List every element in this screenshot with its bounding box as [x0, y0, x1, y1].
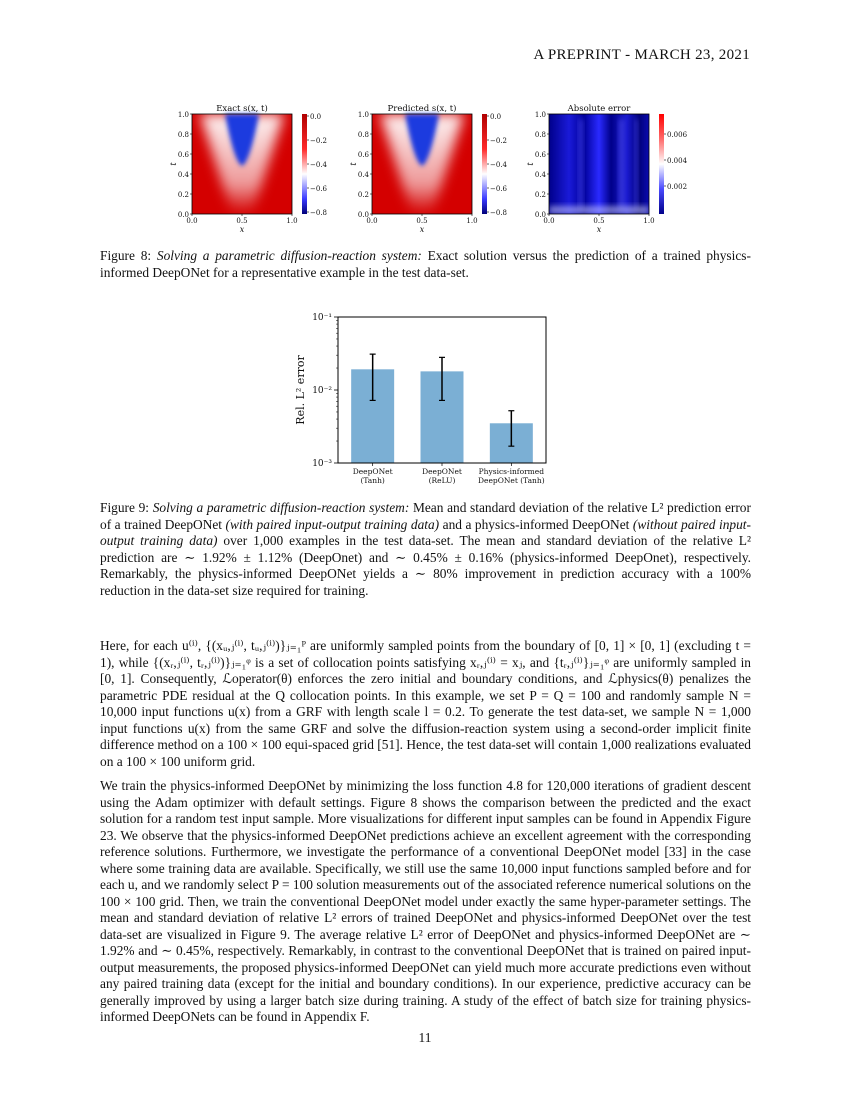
x-tick-label: (Tanh) — [360, 476, 385, 485]
x-tick-label: DeepONet — [422, 467, 462, 476]
page-number: 11 — [418, 1030, 432, 1045]
header-date: MARCH 23, 2021 — [634, 47, 750, 63]
error-streak — [635, 119, 638, 209]
colorbar-tick-label: −0.2 — [490, 137, 507, 145]
colorbar-tick-label: −0.4 — [490, 161, 507, 169]
colorbar-tick-label: 0.006 — [667, 131, 688, 139]
colorbar-tick-label: −0.8 — [490, 209, 507, 217]
paragraph-2: We train the physics-informed DeepONet by minimizing the loss function 4.8 for 120,000 iterations of gradient descent using the Adam optimizer with default settings. Figure 8 shows the comparison between the predicted and the exact solution for a random test input sample. More visualizations for different input samples can be found in Appendix Figure 23. We observe that the physics-informed DeepONet predictions achieve an excellent agreement with the corresponding reference solutions. Furthermore, we investigate the performance of a conventional DeepONet model [33] in the case where some training data are available. Specifically, we still use the same 10,000 input functions sampled before and for each u, and we randomly select P = 100 solution measurements out of the associated reference numerical solutions on the 100 × 100 grid. Then, we train the conventional DeepONet model under exactly the same hyper-parameter settings. The mean and standard deviation of relative L² errors of trained DeepONet and physics-informed DeepONet over the test data-set are visualized in Figure 9. The average relative L² error of DeepONet and physics-informed DeepONet are ∼ 1.92% and ∼ 0.45%, respectively. Remarkably, in contrast to the conventional DeepONet that is trained on paired input-output measurements, the proposed physics-informed DeepONet can yield much more accurate predictions even without any paired training data (except for the initial and boundary conditions). In our experience, predictive accuracy can be generally improved by using a larger batch size during training. A study of the effect of batch size for training physics-informed DeepONets can be found in Appendix F. — [100, 778, 751, 1024]
y-tick-label: 0.2 — [534, 191, 546, 199]
x-tick-label: 0.0 — [543, 217, 555, 225]
error-heatmap — [549, 114, 649, 214]
x-tick-label: 0.5 — [593, 217, 605, 225]
colorbar-tick-label: −0.8 — [310, 209, 327, 217]
y-tick-label: 0.2 — [177, 191, 189, 199]
colorbar — [482, 114, 487, 214]
y-tick-label: 0.0 — [357, 211, 369, 219]
error-streak — [619, 119, 624, 209]
x-axis-label: x — [239, 225, 245, 234]
y-tick-label: 1.0 — [357, 111, 369, 119]
y-tick-label: 0.8 — [357, 131, 369, 139]
y-axis-label: Rel. L² error — [294, 355, 307, 425]
x-tick-label: 1.0 — [643, 217, 655, 225]
fig9-italic: Solving a parametric diffusion-reaction system: — [152, 500, 410, 515]
error-streak — [579, 119, 583, 209]
fig9-part3: over 1,000 examples in the test data-set. The mean and standard deviation of the relative L² prediction are ∼ 1.92% ± 1.12% (DeepOnet) and ∼ 0.45% ± 0.16% (physics-informed DeepOnet), respectively. Remarkably, the physics-informed DeepONet yields a ∼ 80% improvement in prediction accuracy with a 100% reduction in the data-set size required for training. — [100, 533, 751, 598]
x-tick-label: 0.5 — [416, 217, 428, 225]
bar-chart-svg — [290, 305, 570, 500]
y-tick-label: 0.4 — [534, 171, 546, 179]
colorbar — [302, 114, 307, 214]
fig8-label: Figure 8: — [100, 248, 152, 263]
x-tick-label: 1.0 — [286, 217, 298, 225]
x-axis-label: x — [596, 225, 602, 234]
y-axis-label: t — [526, 162, 535, 166]
y-tick-label: 0.8 — [534, 131, 546, 139]
panel-title: Absolute error — [567, 104, 631, 114]
fig9-label: Figure 9: — [100, 500, 150, 515]
y-tick-label: 0.6 — [357, 151, 369, 159]
fig9-part1: Mean and standard deviation of the relative L² prediction error of a trained DeepONet — [100, 500, 751, 532]
error-bottom-band — [549, 206, 649, 214]
colorbar-tick-label: −0.2 — [310, 137, 327, 145]
fig9-part2: and a physics-informed DeepONet — [442, 516, 630, 532]
x-tick-label: DeepONet — [352, 467, 393, 476]
y-axis-label: t — [349, 162, 358, 166]
y-tick-label: 1.0 — [177, 111, 189, 119]
y-tick-label: 0.0 — [177, 211, 189, 219]
x-tick-label: DeepONet (Tanh) — [478, 476, 545, 485]
panel-error-plot — [522, 100, 752, 240]
x-tick-label: 0.0 — [186, 217, 198, 225]
figure-9-chart — [290, 305, 570, 500]
y-tick-label: 0.6 — [534, 151, 546, 159]
fig8-text: Exact solution versus the prediction of a trained physics-informed DeepONet for a representative example in the test data-set. — [100, 248, 751, 280]
x-tick-label: 1.0 — [466, 217, 478, 225]
y-tick-label: 0.4 — [177, 171, 189, 179]
y-axis-label: t — [169, 162, 178, 166]
colorbar-tick-label: 0.0 — [490, 113, 502, 121]
y-tick-label: 0.2 — [357, 191, 369, 199]
y-tick-label: 1.0 — [534, 111, 546, 119]
colorbar-tick-label: −0.4 — [310, 161, 327, 169]
figure-9-caption — [100, 500, 751, 599]
x-tick-label: (ReLU) — [428, 476, 456, 485]
x-tick-label: 0.0 — [366, 217, 378, 225]
y-tick-label: 10⁻¹ — [312, 313, 332, 323]
y-tick-label: 10⁻² — [312, 386, 332, 396]
colorbar-tick-label: −0.6 — [490, 185, 507, 193]
y-tick-label: 10⁻³ — [312, 459, 332, 469]
figure-8-caption — [100, 248, 751, 281]
x-tick-label: Physics-informed — [478, 467, 545, 476]
y-tick-label: 0.8 — [177, 131, 189, 139]
y-tick-label: 0.0 — [534, 211, 546, 219]
fig9-italic3: (without paired input-output training data) — [100, 516, 751, 548]
fig8-italic: Solving a parametric diffusion-reaction system: — [156, 248, 422, 263]
running-header: A PREPRINT - MARCH 23, 2021 — [533, 47, 750, 63]
x-tick-label: 0.5 — [236, 217, 248, 225]
colorbar — [659, 114, 664, 214]
colorbar-tick-label: 0.002 — [667, 183, 688, 191]
colorbar-tick-label: 0.004 — [667, 157, 688, 165]
fig9-italic2: (with paired input-output training data) — [225, 516, 440, 532]
x-axis-label: x — [419, 225, 425, 234]
panel-title: Exact s(x, t) — [216, 104, 268, 114]
panel-error — [522, 100, 752, 240]
panel-title: Predicted s(x, t) — [387, 104, 457, 114]
paragraph-1: Here, for each u⁽ⁱ⁾, {(xᵤ,ⱼ⁽ⁱ⁾, tᵤ,ⱼ⁽ⁱ⁾)}ⱼ₌₁ᴾ are uniformly sampled points from the boundary of [0, 1] × [0, 1] (excluding t = 1), while {(xᵣ,ⱼ⁽ⁱ⁾, tᵣ,ⱼ⁽ⁱ⁾)}ⱼ₌₁ᵠ is a set of collocation points satisfying xᵣ,ⱼ⁽ⁱ⁾ = xⱼ, and {tᵣ,ⱼ⁽ⁱ⁾}ⱼ₌₁ᵠ are uniformly sampled in [0, 1]. Consequently, ℒoperator(θ) enforces the zero initial and boundary conditions, and ℒphysics(θ) penalizes the parametric PDE residual at the Q collocation points. In this example, we set P = Q = 100 and randomly sample N = 10,000 input functions u(x) from a GRF with length scale l = 0.2. To generate the test data-set, we sample N = 1,000 input functions u(x) from the same GRF and solve the diffusion-reaction system using a second-order implicit finite difference method on a 100 × 100 equi-spaced grid [51]. Hence, the test data-set will contain 1,000 realizations evaluated on a 100 × 100 uniform grid. — [100, 638, 751, 769]
body-text — [100, 638, 751, 1034]
colorbar-tick-label: 0.0 — [310, 113, 322, 121]
y-tick-label: 0.6 — [177, 151, 189, 159]
colorbar-tick-label: −0.6 — [310, 185, 327, 193]
header-prefix: A PREPRINT — [533, 47, 622, 63]
y-tick-label: 0.4 — [357, 171, 369, 179]
